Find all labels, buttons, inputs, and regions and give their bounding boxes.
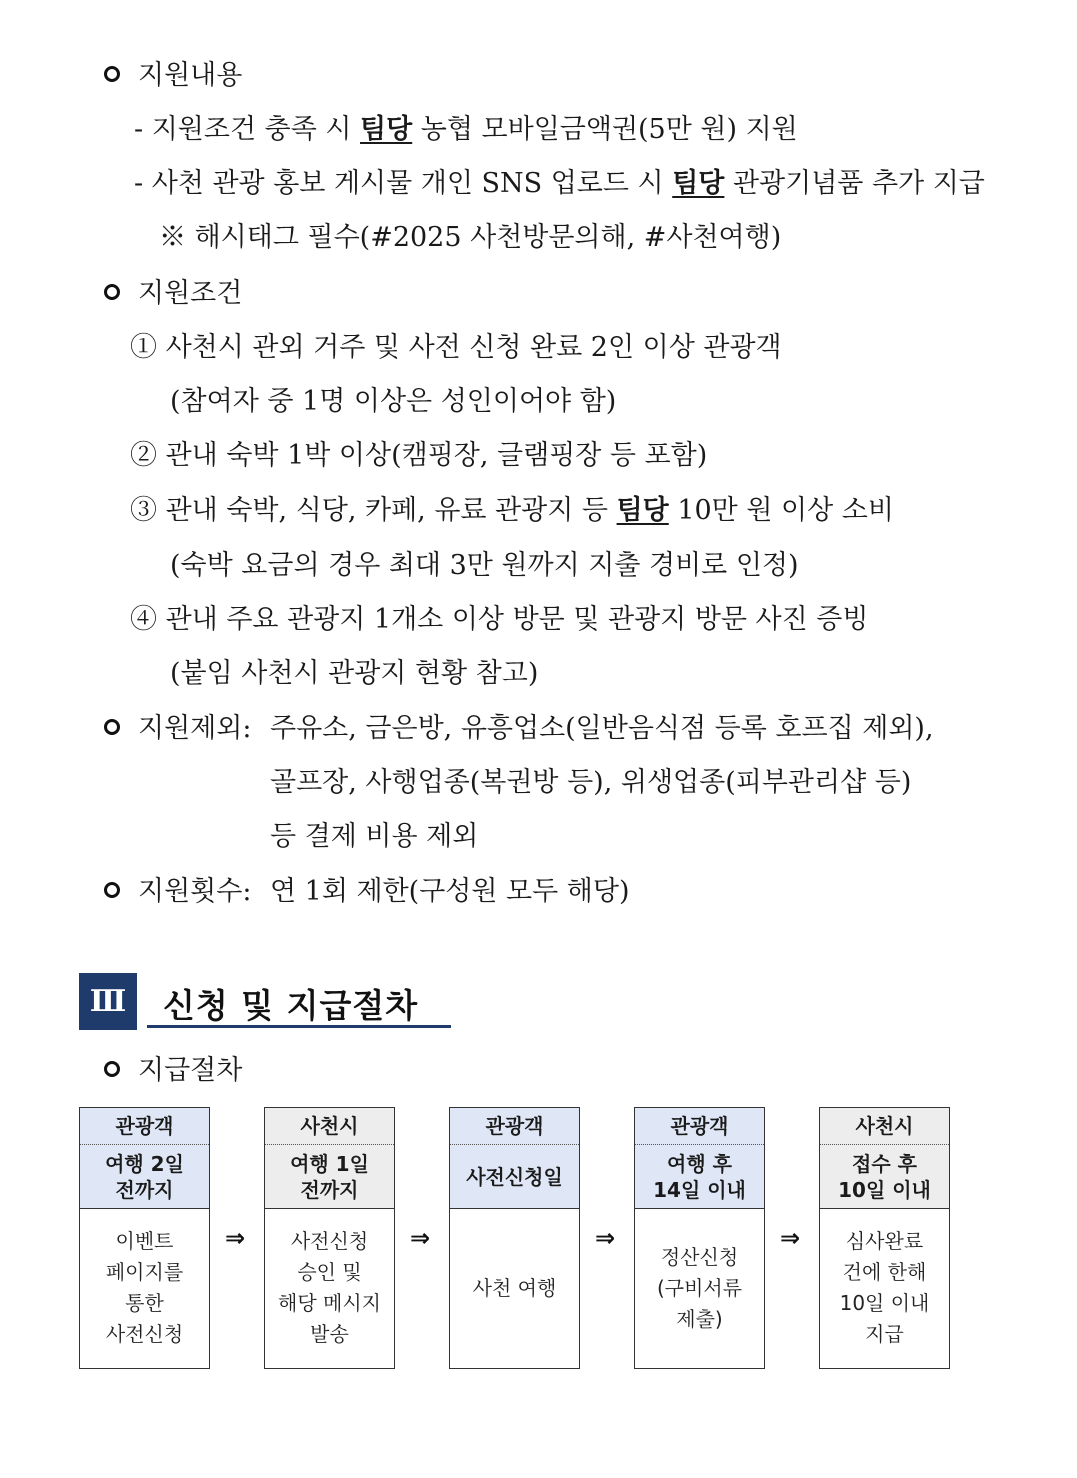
support-count-text: 연 1회 제한(구성원 모두 해당)	[270, 876, 630, 907]
step-action: 정산신청 (구비서류 제출)	[656, 1244, 743, 1331]
support-content-heading: 지원내용	[104, 58, 242, 94]
step-action: 이벤트 페이지를 통한 사전신청	[105, 1229, 184, 1346]
circle-bullet-icon	[104, 284, 120, 300]
procedure-step-2	[264, 1107, 395, 1369]
condition-1-line-1: ① 사천시 관외 거주 및 사전 신청 완료 2인 이상 관광객	[130, 332, 782, 363]
support-count: 지원횟수:	[104, 874, 251, 910]
step-action: 심사완료 건에 한해 10일 이내 지급	[839, 1229, 930, 1346]
condition-2-line-1: ② 관내 숙박 1박 이상(캠핑장, 글램핑장 등 포함)	[130, 440, 708, 471]
right-double-arrow-icon: ⇒	[780, 1224, 801, 1252]
section-number-badge: Ⅲ	[79, 973, 137, 1030]
step-action: 사천 여행	[472, 1275, 557, 1300]
step-action: 사전신청 승인 및 해당 메시지 발송	[278, 1229, 381, 1346]
section-title: 신청 및 지급절차	[163, 986, 419, 1025]
condition-1-line-2: (참여자 중 1명 이상은 성인이어야 함)	[170, 386, 617, 417]
step-actor: 사천시	[820, 1108, 949, 1145]
exclusion-line-3: 등 결제 비용 제외	[270, 821, 479, 852]
step-actor: 관광객	[450, 1108, 579, 1145]
circle-bullet-icon	[104, 719, 120, 735]
support-conditions-heading: 지원조건	[104, 276, 242, 312]
support-content-item-1: - 지원조건 충족 시 팀당 농협 모바일금액권(5만 원) 지원	[134, 114, 798, 145]
step-timing: 접수 후 10일 이내	[820, 1145, 949, 1209]
step-timing: 여행 1일 전까지	[265, 1145, 394, 1209]
condition-4-line-2: (붙임 사천시 관광지 현황 참고)	[170, 658, 539, 689]
procedure-step-5	[819, 1107, 950, 1369]
exclusion-line-1: 주유소, 금은방, 유흥업소(일반음식점 등록 호프집 제외),	[270, 713, 934, 744]
section-title-underline	[147, 1025, 451, 1028]
step-timing: 여행 후 14일 이내	[635, 1145, 764, 1209]
right-double-arrow-icon: ⇒	[410, 1224, 431, 1252]
support-content-item-2: - 사천 관광 홍보 게시물 개인 SNS 업로드 시 팀당 관광기념품 추가 지급	[134, 168, 985, 199]
step-actor: 사천시	[265, 1108, 394, 1145]
circle-bullet-icon	[104, 882, 120, 898]
condition-4-line-1: ④ 관내 주요 관광지 1개소 이상 방문 및 관광지 방문 사진 증빙	[130, 604, 869, 635]
procedure-step-1	[79, 1107, 210, 1369]
step-actor: 관광객	[635, 1108, 764, 1145]
circle-bullet-icon	[104, 66, 120, 82]
step-timing: 여행 2일 전까지	[80, 1145, 209, 1209]
payment-procedure-heading: 지급절차	[104, 1053, 242, 1089]
procedure-step-4	[634, 1107, 765, 1369]
support-exclusion: 지원제외:	[104, 711, 251, 747]
right-double-arrow-icon: ⇒	[225, 1224, 246, 1252]
step-actor: 관광객	[80, 1108, 209, 1145]
circle-bullet-icon	[104, 1061, 120, 1077]
right-double-arrow-icon: ⇒	[595, 1224, 616, 1252]
exclusion-line-2: 골프장, 사행업종(복권방 등), 위생업종(피부관리샵 등)	[270, 767, 912, 798]
hashtag-note: ※ 해시태그 필수(#2025 사천방문의해, #사천여행)	[159, 222, 782, 253]
condition-3-line-1: ③ 관내 숙박, 식당, 카페, 유료 관광지 등 팀당 10만 원 이상 소비	[130, 495, 894, 526]
step-timing: 사전신청일	[450, 1145, 579, 1209]
procedure-step-3	[449, 1107, 580, 1369]
condition-3-line-2: (숙박 요금의 경우 최대 3만 원까지 지출 경비로 인정)	[170, 550, 799, 581]
